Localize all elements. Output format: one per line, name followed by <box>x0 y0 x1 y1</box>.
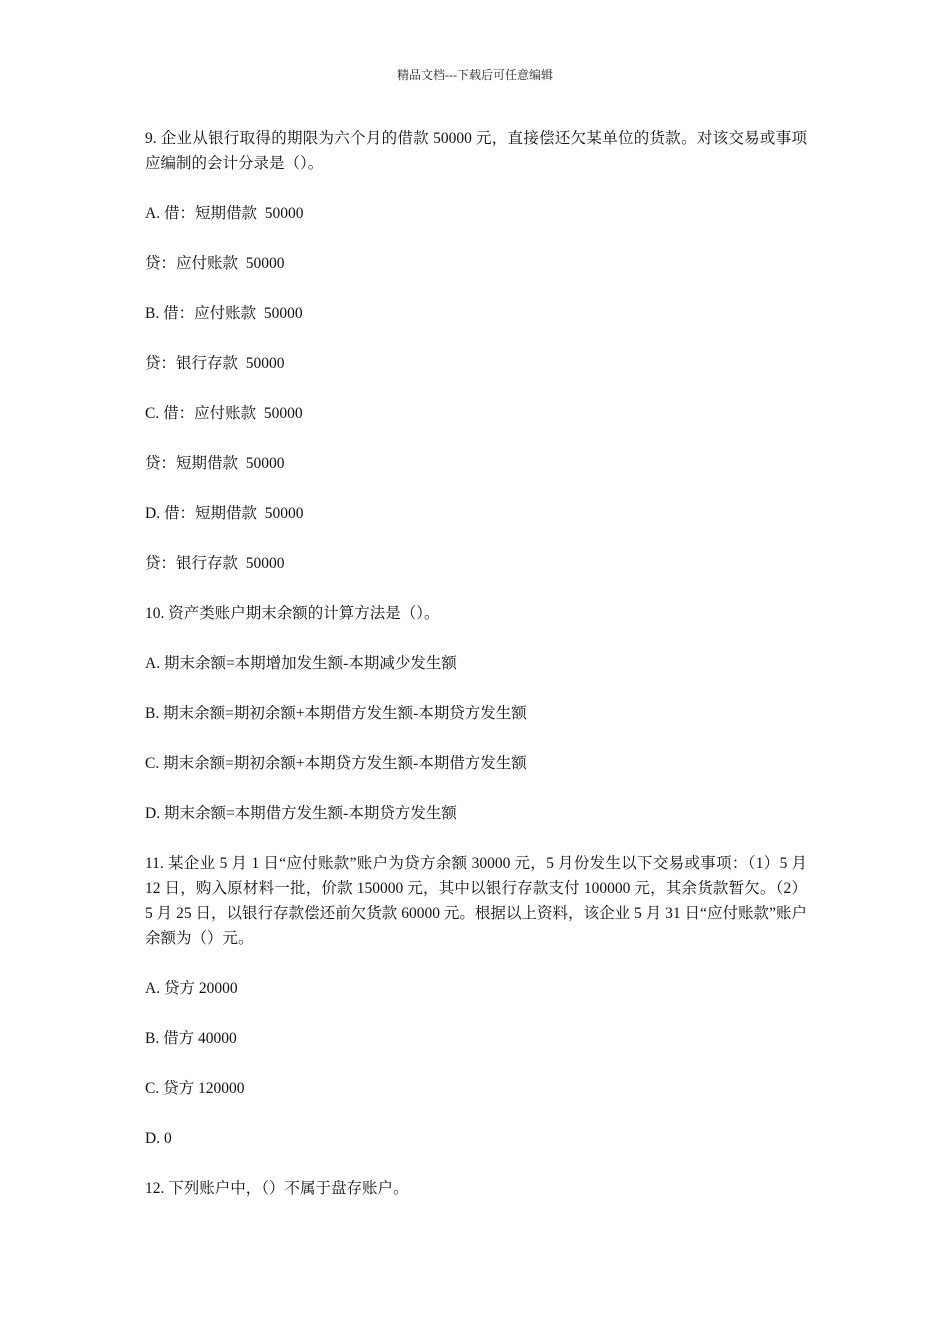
question-10-text: 10. 资产类账户期末余额的计算方法是（）。 <box>145 605 440 622</box>
option-line: B. 借：应付账款 50000 <box>145 305 303 322</box>
option-line: 贷：短期借款 50000 <box>145 455 285 472</box>
option-line: D. 0 <box>145 1130 172 1147</box>
document-body <box>145 126 811 1226</box>
question-9-text: 9. 企业从银行取得的期限为六个月的借款 50000 元，直接偿还欠某单位的货款。对该交易或事项应编制的会计分录是（）。 <box>145 130 807 172</box>
option-line: 贷：应付账款 50000 <box>145 255 285 272</box>
page-header: 精品文档---下载后可任意编辑 <box>397 68 553 82</box>
option-line: A. 贷方 20000 <box>145 980 238 997</box>
question-12-text: 12. 下列账户中，（）不属于盘存账户。 <box>145 1180 409 1197</box>
option-line: 贷：银行存款 50000 <box>145 355 285 372</box>
option-line: A. 期末余额=本期增加发生额-本期减少发生额 <box>145 655 457 672</box>
option-line: D. 借：短期借款 50000 <box>145 505 304 522</box>
option-line: B. 期末余额=期初余额+本期借方发生额-本期贷方发生额 <box>145 705 527 722</box>
option-line: C. 期末余额=期初余额+本期贷方发生额-本期借方发生额 <box>145 755 527 772</box>
option-line: C. 贷方 120000 <box>145 1080 245 1097</box>
option-line: D. 期末余额=本期借方发生额-本期贷方发生额 <box>145 805 457 822</box>
option-line: C. 借：应付账款 50000 <box>145 405 303 422</box>
question-11-text: 11. 某企业 5 月 1 日“应付账款”账户为贷方余额 30000 元，5 月份发生以下交易或事项：（1）5 月 12 日，购入原材料一批，价款 150000 元，其中以银行存款支付 100000 元，其余货款暂欠。（2）5 月 25 日，以银行存款偿还前欠货款 60000 元。根据以上资料，该企业 5 月 31 日“应付账款”账户余额为（）元。 <box>145 855 811 947</box>
option-line: B. 借方 40000 <box>145 1030 237 1047</box>
option-line: A. 借：短期借款 50000 <box>145 205 304 222</box>
option-line: 贷：银行存款 50000 <box>145 555 285 572</box>
